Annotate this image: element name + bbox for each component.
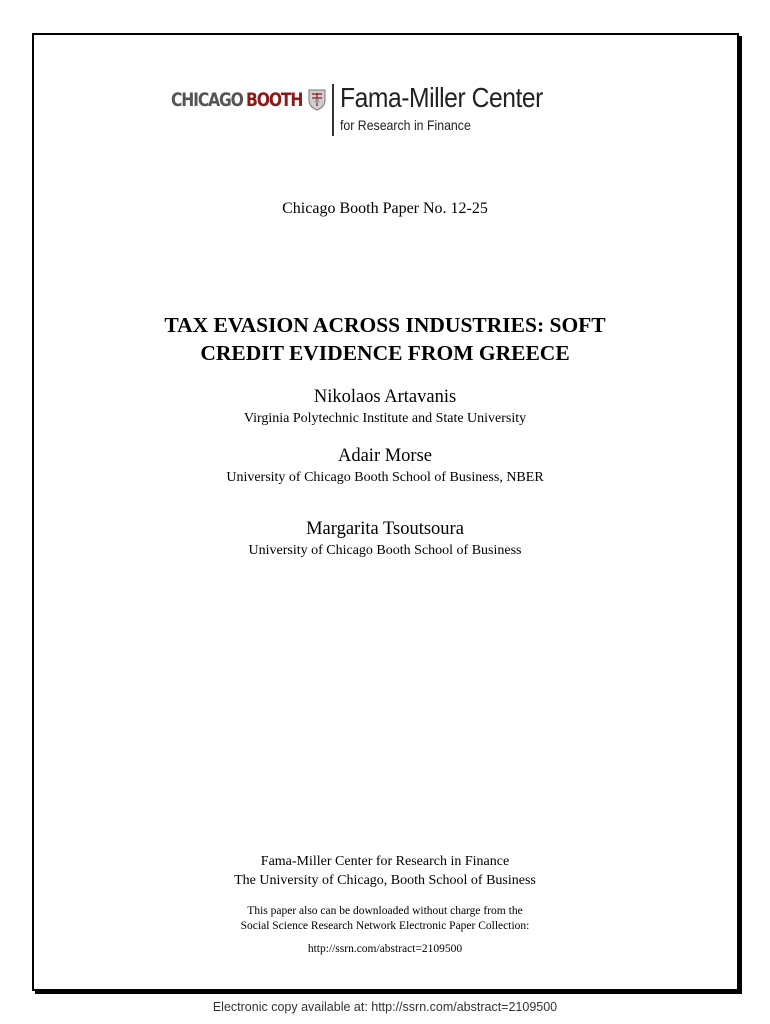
logo-booth-word: BOOTH	[246, 89, 303, 111]
chicago-booth-wordmark	[171, 85, 332, 115]
fama-miller-wordmark	[340, 84, 571, 132]
logo-divider	[332, 84, 334, 136]
electronic-copy-notice: Electronic copy available at: http://ssrn.com/abstract=2109500	[212, 1000, 558, 1014]
logo-center-subtitle: for Research in Finance	[339, 117, 471, 133]
page-frame	[32, 33, 739, 991]
chicago-booth-fama-miller-logo	[171, 84, 570, 138]
author-name: Margarita Tsoutsoura	[306, 519, 464, 539]
logo-center-name: Fama-Miller Center	[339, 82, 543, 113]
paper-title	[0, 311, 770, 367]
footer-center-line: Fama-Miller Center for Research in Finance	[260, 854, 510, 869]
ssrn-url-link[interactable]: http://ssrn.com/abstract=2109500	[307, 943, 463, 955]
footer-school-line: The University of Chicago, Booth School of Business	[234, 873, 536, 888]
logo-chicago-word: CHICAGO	[171, 89, 243, 111]
author-affiliation: University of Chicago Booth School of Business	[248, 543, 522, 558]
author-name: Adair Morse	[337, 446, 433, 466]
title-line-1: TAX EVASION ACROSS INDUSTRIES: SOFT	[164, 313, 606, 337]
university-shield-icon	[308, 89, 326, 111]
title-line-2: CREDIT EVIDENCE FROM GREECE	[200, 341, 570, 365]
footer-download-line-1: This paper also can be downloaded without charge from the	[247, 905, 523, 917]
paper-number: Chicago Booth Paper No. 12-25	[282, 200, 488, 217]
author-affiliation: Virginia Polytechnic Institute and State University	[243, 411, 527, 426]
author-name: Nikolaos Artavanis	[313, 387, 457, 407]
footer-download-line-2: Social Science Research Network Electronic Paper Collection:	[240, 920, 530, 932]
author-affiliation: University of Chicago Booth School of Business, NBER	[226, 470, 544, 485]
